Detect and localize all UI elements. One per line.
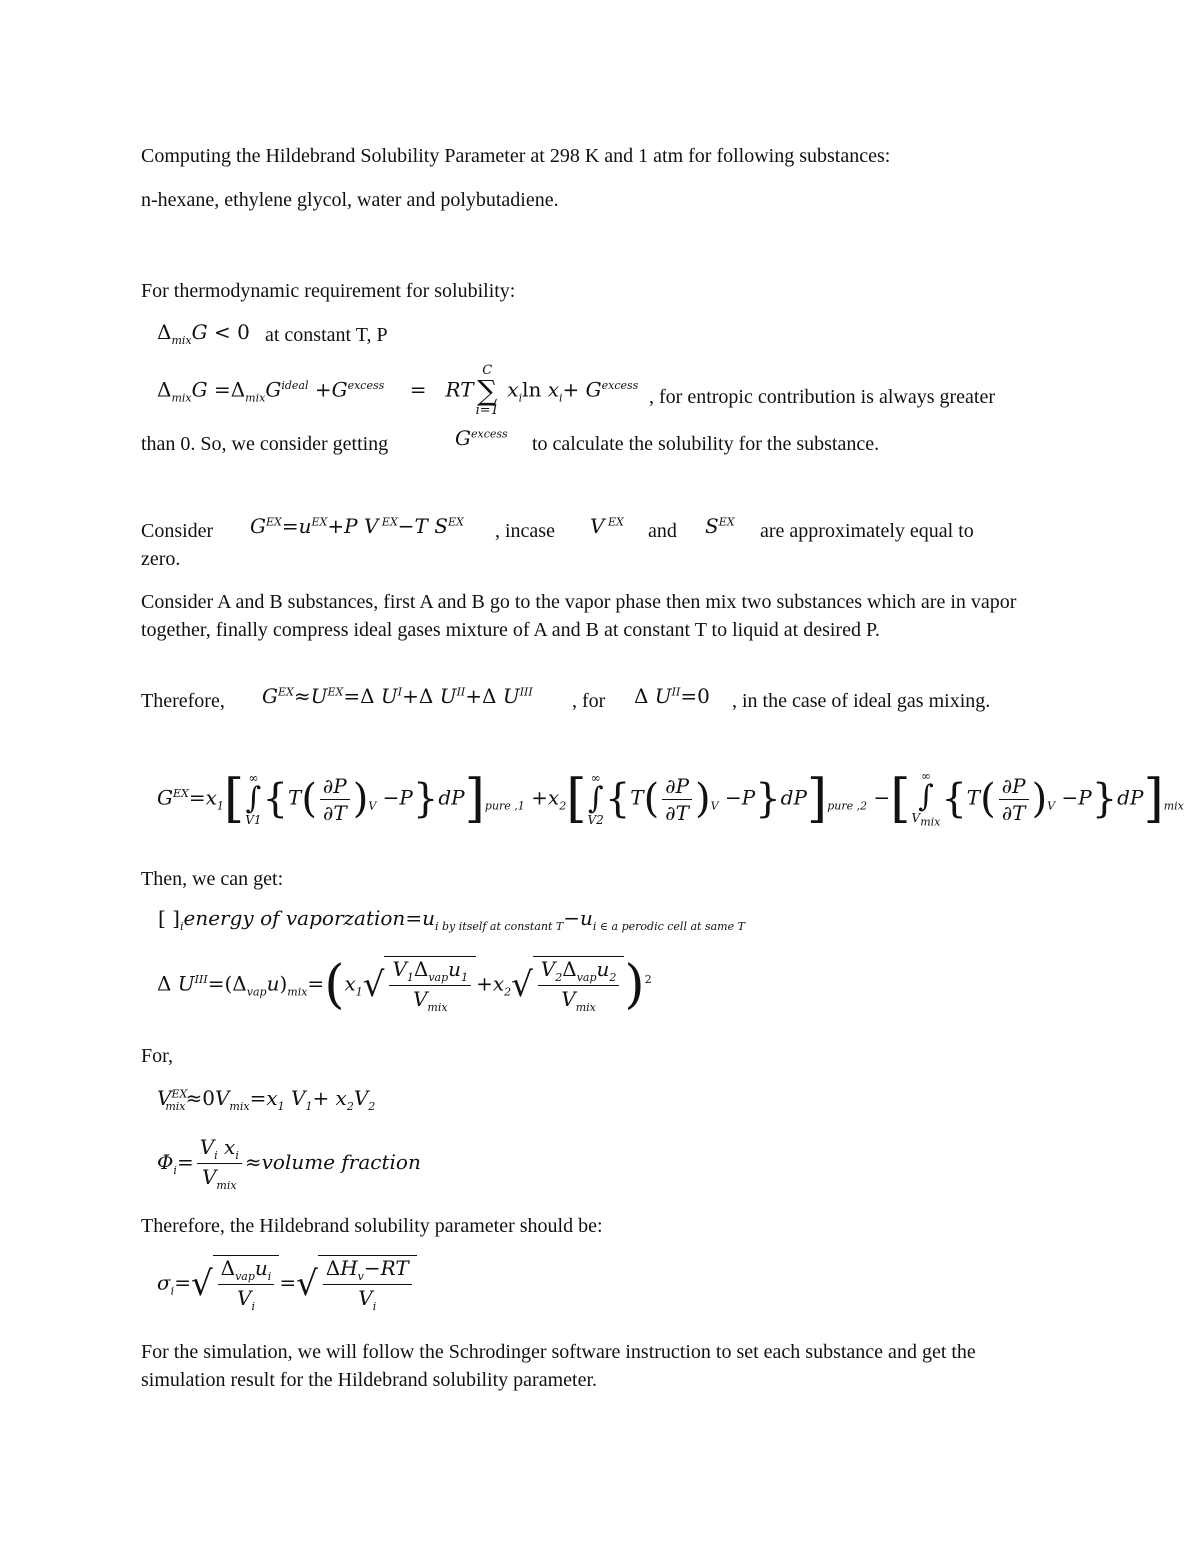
equation-volume-fraction: $\Phi_i=$ $\frac{V_i x_i}{V_{mix}}$ ≈volume fraction bbox=[157, 1135, 421, 1192]
approx-zero-text: are approximately equal to bbox=[760, 520, 974, 542]
g-excess-inline: $G^{excess}$ bbox=[455, 426, 508, 450]
equation-gibbs-excess: $G^{EX}=u^{EX}+P$ V $^{EX}$−T $S^{EX}$ bbox=[250, 514, 464, 538]
than-zero-text: than 0. So, we consider getting bbox=[141, 433, 389, 455]
requirement-heading: For thermodynamic requirement for solubility: bbox=[141, 280, 516, 302]
consider-label: Consider bbox=[141, 520, 214, 542]
zero-text: zero. bbox=[141, 548, 181, 570]
entropic-contribution-text: , for entropic contribution is always greater bbox=[649, 386, 995, 408]
ideal-gas-mixing-text: , in the case of ideal gas mixing. bbox=[732, 690, 991, 712]
intro-line-2: n-hexane, ethylene glycol, water and polybutadiene. bbox=[141, 189, 559, 211]
therefore-label: Therefore, bbox=[141, 690, 225, 712]
therefore-solubility-label: Therefore, the Hildebrand solubility parameter should be: bbox=[141, 1215, 603, 1237]
equation-gex-integrals: $G^{EX}=x_1$[ ∞ ∫ V1 {T( $\frac{\partial P}{\partial T}$ )$_V -P\}dP]_{pure ,1} +x_2$[ ∞ ∫ V2 {T( $\frac{\partial P}{\partial T}$ )$_V -P\}dP]_{pure ,2}$ −[ ∞ ∫ $V_{mix}$ {T( $\frac{\partial P}{\partial T}$ )$_V -P\}dP]_{mix}$ bbox=[157, 769, 1184, 830]
equation-gibbs-negative: $\Delta_{mix}G < 0$ bbox=[157, 320, 250, 347]
vapor-phase-paragraph: Consider A and B substances, first A and B go to the vapor phase then mix two substances which are in vapor together, finally compress ideal gases mixture of A and B at constant T to liquid at desired P. bbox=[141, 591, 1017, 641]
s-excess-inline: $S^{EX}$ bbox=[705, 514, 735, 538]
equation-gibbs-mixing: $\Delta_{mix}G =\Delta_{mix}G^{ideal} +G^{excess}$ = RT C ∑ i=1 $x_i\ln$ $x_i+ G^{excess}$ bbox=[157, 363, 639, 418]
incase-label: , incase bbox=[495, 520, 555, 542]
equation-hildebrand-parameter: $\sigma_i=√$ $\frac{\Delta_{vap}u_i}{V_i}$ =√ $\frac{\Delta H_v-RT}{V_i}$ bbox=[157, 1255, 417, 1313]
intro-line-1: Computing the Hildebrand Solubility Parameter at 298 K and 1 atm for following substances: bbox=[141, 145, 891, 167]
equation-delta-u-three: Δ $U^{III}=(\Delta_{vap}u)_{mix}=(x_1√$ $\frac{V_1\Delta_{vap}u_1}{V_{mix}}$ $+x_2√$ $\frac{V_2\Delta_{vap}u_2}{V_{mix}}$ )$^2$ bbox=[157, 955, 652, 1015]
then-label: Then, we can get: bbox=[141, 868, 284, 890]
calculate-solubility-text: to calculate the solubility for the substance. bbox=[532, 433, 880, 455]
for-label: , for bbox=[572, 690, 606, 712]
equation-energy-vaporization: [ ]$_ienergy$ of $vaporzation=u_{i by itself at constant T}-u_{i \in a perodic cell at same T}$ bbox=[158, 906, 745, 933]
for-comma-label: For, bbox=[141, 1045, 173, 1067]
v-excess-inline: V $^{EX}$ bbox=[590, 514, 624, 538]
and-label: and bbox=[648, 520, 677, 542]
equation-internal-energy-sum: $G^{EX}\approx U^{EX}=\Delta$ $U^I+\Delta$ $U^{II}+\Delta$ $U^{III}$ bbox=[262, 684, 533, 708]
constant-tp-label: at constant T, P bbox=[265, 324, 388, 346]
simulation-paragraph: For the simulation, we will follow the Schrodinger software instruction to set each substance and get the simulation result for the Hildebrand solubility parameter. bbox=[141, 1341, 976, 1391]
equation-mix-volume: $V^{EX}_{mix}\approx 0V_{mix}=x_1$ $V_1+ x_2V_2$ bbox=[157, 1086, 376, 1113]
equation-delta-u-two-zero: Δ $U^{II}=0$ bbox=[634, 684, 710, 708]
